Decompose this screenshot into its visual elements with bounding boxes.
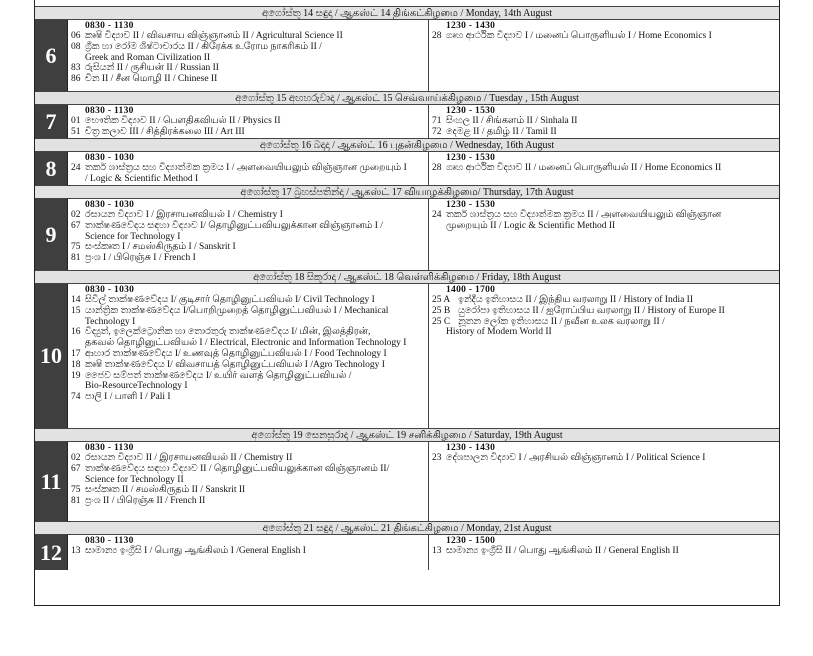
subject-code: 75 bbox=[71, 242, 81, 253]
subject-line bbox=[71, 381, 425, 392]
subject-code: 28 bbox=[432, 163, 442, 173]
subject-text: කෘෂි විද්‍යාව II / விவசாய விஞ்ஞானம் II / Agricultural Science II bbox=[85, 31, 343, 41]
subject-text: තාක්ෂණවේදය සඳහා විද්‍යාව II / தொழினுட்பவியலுக்கான விஞ்ஞானம் II/ bbox=[85, 463, 390, 474]
subject-code: 06 bbox=[71, 31, 81, 41]
subject-code: 16 bbox=[71, 327, 81, 338]
session-time: 1230 - 1530 bbox=[446, 106, 496, 116]
subject-code: 15 bbox=[71, 305, 81, 316]
day-number: 9 bbox=[35, 199, 68, 270]
day-row bbox=[35, 151, 779, 185]
day-row bbox=[35, 534, 779, 570]
subject-text: ගෘහ ආර්ථික විද්‍යාව I / மனைப் பொருளியல் I / Home Economics I bbox=[446, 31, 712, 41]
subject-text: පාලි I / பாளி I / Pali I bbox=[85, 392, 171, 403]
subject-code: 17 bbox=[71, 348, 81, 359]
subject-code: 71 bbox=[432, 116, 442, 126]
subject-text: සාමාන්‍ය ඉංග්‍රීසි II / பொது ஆங்கிலம் II / General English II bbox=[446, 546, 679, 556]
subject-text: Science for Technology I bbox=[85, 231, 181, 242]
subject-code: 75 bbox=[71, 485, 81, 496]
date-header: අගෝස්තු 14 සඳුදා / ஆகஸ்ட் 14 திங்கட்கிழமை / Monday, 14th August bbox=[35, 6, 779, 19]
subject-text: ආහාර තාක්ෂණවේදය I/ உணவுத் தொழினுட்பவியல் I / Food Technology I bbox=[85, 348, 387, 359]
subject-line bbox=[71, 317, 425, 328]
subject-text: Bio-ResourceTechnology I bbox=[85, 381, 188, 392]
subject-line bbox=[71, 74, 425, 85]
session-time: 1230 - 1500 bbox=[446, 536, 496, 546]
subject-code: 86 bbox=[71, 74, 81, 85]
subject-line bbox=[432, 31, 776, 42]
subject-text: තර්ක ශාස්ත්‍රය සහ විද්‍යාත්මක ක්‍රමය I / அளவையியலும் விஞ்ஞான முறையும் I bbox=[85, 163, 407, 173]
subject-code: 24 bbox=[71, 163, 81, 173]
session-time: 0830 - 1130 bbox=[85, 536, 134, 546]
subject-code: 51 bbox=[71, 126, 81, 137]
subject-code: 25 A bbox=[432, 295, 451, 305]
day-number: 6 bbox=[35, 20, 68, 91]
subject-line bbox=[71, 485, 425, 496]
subject-line bbox=[432, 127, 776, 138]
subject-code: 74 bbox=[71, 392, 81, 403]
subject-line bbox=[71, 546, 425, 557]
session-time: 0830 - 1130 bbox=[85, 21, 134, 31]
subject-text: දෙමළ II / தமிழ் II / Tamil II bbox=[446, 126, 557, 137]
subject-code: 28 bbox=[432, 31, 442, 41]
subject-code: 18 bbox=[71, 359, 81, 370]
subject-line bbox=[71, 242, 425, 253]
subject-code: 02 bbox=[71, 210, 81, 220]
subject-line bbox=[432, 317, 776, 328]
subject-text: Greek and Roman Civilization II bbox=[85, 52, 211, 63]
subject-code: 83 bbox=[71, 63, 81, 74]
session-time: 0830 - 1030 bbox=[85, 200, 135, 210]
subject-text: චීන II / சீன மொழி II / Chinese II bbox=[85, 74, 218, 85]
subject-line bbox=[432, 546, 776, 557]
subject-line bbox=[71, 42, 425, 53]
session-time: 1230 - 1430 bbox=[446, 443, 496, 453]
subject-text: යාන්ත්‍රික තාක්ෂණවේදය I/பொறிமுறைத் தொழினுட்பவியல் I / Mechanical bbox=[85, 305, 389, 316]
subject-text: භෞතික විද්‍යාව II / பௌதிகவியல் II / Physics II bbox=[85, 116, 281, 126]
date-header: අගෝස්තු 17 බ්‍රහස්පතින්දා / ஆகஸ்ட் 17 வியாழக்கிழமை/ Thursday, 17th August bbox=[35, 185, 779, 198]
subject-text: තර්ක ශාස්ත්‍රය සහ විද්‍යාත්මක ක්‍රමය II / அளவையியலும் விஞ்ஞான bbox=[446, 210, 722, 220]
day-row bbox=[35, 19, 779, 91]
subject-text: රසායන විද්‍යාව I / இரசாயனவியல் I / Chemistry I bbox=[85, 210, 283, 220]
subject-code: 25 C bbox=[432, 316, 451, 327]
subject-line bbox=[71, 338, 425, 349]
morning-session bbox=[68, 152, 429, 185]
session-time: 0830 - 1130 bbox=[85, 106, 134, 116]
subject-code: 19 bbox=[71, 370, 81, 381]
subject-code: 08 bbox=[71, 41, 81, 52]
afternoon-session bbox=[429, 199, 779, 270]
date-header: අගෝස්තු 21 සඳුදා / ஆகஸ்ட் 21 திங்கட்கிழமை / Monday, 21st August bbox=[35, 521, 779, 534]
subject-code: 67 bbox=[71, 463, 81, 474]
subject-code: 72 bbox=[432, 126, 442, 137]
subject-line bbox=[71, 453, 425, 464]
subject-line bbox=[71, 31, 425, 42]
day-row bbox=[35, 198, 779, 270]
subject-text: History of Modern World II bbox=[446, 327, 552, 338]
afternoon-session bbox=[429, 535, 779, 570]
afternoon-session bbox=[429, 152, 779, 185]
date-header: අගෝස්තු 15 අඟහරුවාදා / ஆகஸ்ட் 15 செவ்வாய்க்கிழமை / Tuesday , 15th August bbox=[35, 91, 779, 104]
morning-session bbox=[68, 105, 429, 138]
subject-code: 02 bbox=[71, 453, 81, 463]
morning-session bbox=[68, 284, 429, 428]
subject-line bbox=[432, 210, 776, 221]
day-row bbox=[35, 441, 779, 521]
subject-text: ප්‍රංශ I / பிரெஞ்சு I / French I bbox=[85, 253, 196, 264]
subject-line bbox=[71, 174, 425, 185]
subject-text: යුරෝපා ඉතිහාසය II / ஐரோப்பிய வரலாறு II / History of Europe II bbox=[458, 305, 725, 316]
subject-line bbox=[71, 116, 425, 127]
session-time: 0830 - 1030 bbox=[85, 153, 135, 163]
afternoon-session bbox=[429, 284, 779, 428]
subject-text: නූතන ලෝක ඉතිහාසය II / நவீன உலக வரலாறு II / bbox=[458, 316, 665, 327]
subject-text: විද්‍යුත්, ඉලෙක්ට්‍රොනික හා තොරතුරු තාක්ෂණවේදය I/ மின், இலத்திரன், bbox=[85, 327, 371, 338]
subject-text: කෘෂි තාක්ෂණවේදය I/ விவசாயத் தொழினுட்பவியல் I /Agro Technology I bbox=[85, 359, 385, 370]
subject-line bbox=[71, 371, 425, 382]
subject-text: ප්‍රංශ II / பிரெஞ்சு II / French II bbox=[85, 496, 206, 507]
date-header: අගෝස්තු 16 බදාදා / ஆகஸ்ட் 16 புதன்கிழமை / Wednesday, 16th August bbox=[35, 138, 779, 151]
session-time: 1230 - 1530 bbox=[446, 153, 496, 163]
subject-line bbox=[71, 295, 425, 306]
day-number: 8 bbox=[35, 152, 68, 185]
subject-text: ජෛව සම්පත් තාක්ෂණවේදය I/ உயிர் வளத் தொழினுட்பவியல் / bbox=[85, 370, 352, 381]
subject-line bbox=[71, 253, 425, 264]
day-number: 12 bbox=[35, 535, 68, 570]
day-number: 10 bbox=[35, 284, 68, 428]
subject-line bbox=[71, 392, 425, 403]
subject-line bbox=[71, 163, 425, 174]
day-row bbox=[35, 104, 779, 138]
subject-line bbox=[432, 453, 776, 464]
subject-line bbox=[71, 63, 425, 74]
subject-text: සිවිල් තාක්ෂණවේදය I/ குடிசார் தொழினுட்பவியல் I/ Civil Technology I bbox=[85, 295, 375, 305]
subject-text: ග්‍රීක හා රෝම ශිෂ්ටාචාරය II / கிரேக்க உரோம நாகரிகம் II / bbox=[85, 41, 322, 52]
subject-code: 01 bbox=[71, 116, 81, 126]
subject-code: 13 bbox=[71, 546, 81, 556]
subject-line bbox=[71, 360, 425, 371]
subject-line bbox=[71, 475, 425, 486]
subject-text: ඉන්දීය ඉතිහාසය II / இந்திய வரலாறு II / History of India II bbox=[458, 295, 694, 305]
session-time: 1400 - 1700 bbox=[446, 285, 496, 295]
subject-code: 13 bbox=[432, 546, 442, 556]
subject-line bbox=[432, 221, 776, 232]
subject-line bbox=[71, 496, 425, 507]
subject-text: චිත්‍ර කලාව III / சித்திரக்கலை III / Art III bbox=[85, 126, 245, 137]
subject-text: ගෘහ ආර්ථික විද්‍යාව II / மனைப் பொருளியல் II / Home Economics II bbox=[446, 163, 722, 173]
subject-line bbox=[71, 306, 425, 317]
session-time: 1230 - 1430 bbox=[446, 21, 496, 31]
subject-code: 14 bbox=[71, 295, 81, 305]
day-row bbox=[35, 283, 779, 428]
subject-text: தகவல் தொழினுட்பவியல் I / Electrical, Electronic and Information Technology I bbox=[85, 338, 407, 349]
subject-code: 24 bbox=[432, 210, 442, 220]
subject-line bbox=[71, 127, 425, 138]
subject-text: රසායන විද්‍යාව II / இரசாயனவியல் II / Chemistry II bbox=[85, 453, 293, 463]
subject-text: තාක්ෂණවේදය සඳහා විද්‍යාව I/ தொழினுட்பவியலுக்கான விஞ்ஞானம் I / bbox=[85, 220, 383, 231]
subject-code: 81 bbox=[71, 253, 81, 264]
subject-line bbox=[71, 210, 425, 221]
subject-text: முறையும் II / Logic & Scientific Method II bbox=[446, 220, 616, 231]
timetable-body bbox=[35, 6, 779, 570]
subject-line bbox=[71, 349, 425, 360]
subject-code: 25 B bbox=[432, 305, 451, 316]
morning-session bbox=[68, 20, 429, 91]
afternoon-session bbox=[429, 105, 779, 138]
morning-session bbox=[68, 199, 429, 270]
subject-text: රුසියන් II / ருசியன் II / Russian II bbox=[85, 63, 219, 74]
subject-text: දේශපාලන විද්‍යාව I / அரசியல் விஞ்ஞானம் I / Political Science I bbox=[446, 453, 706, 463]
subject-line bbox=[71, 464, 425, 475]
subject-text: සංස්කෘත I / சமஸ்கிருதம் I / Sanskrit I bbox=[85, 242, 236, 253]
afternoon-session bbox=[429, 442, 779, 521]
exam-timetable bbox=[34, 0, 780, 606]
subject-line bbox=[432, 295, 776, 306]
day-number: 7 bbox=[35, 105, 68, 138]
subject-text: සිංහල II / சிங்களம் II / Sinhala II bbox=[446, 116, 578, 126]
morning-session bbox=[68, 535, 429, 570]
session-time: 0830 - 1030 bbox=[85, 285, 135, 295]
subject-line bbox=[71, 53, 425, 64]
subject-text: Technology I bbox=[85, 316, 136, 327]
subject-line bbox=[432, 163, 776, 174]
subject-line bbox=[432, 327, 776, 338]
subject-code: 81 bbox=[71, 496, 81, 507]
session-time: 0830 - 1130 bbox=[85, 443, 134, 453]
subject-text: සංස්කෘත II / சமஸ்கிருதம் II / Sanskrit II bbox=[85, 485, 246, 496]
subject-line bbox=[432, 306, 776, 317]
date-header: අගෝස්තු 18 සිකුරාදා / ஆகஸ்ட் 18 வெள்ளிக்கிழமை / Friday, 18th August bbox=[35, 270, 779, 283]
subject-line bbox=[71, 327, 425, 338]
subject-text: Science for Technology II bbox=[85, 474, 184, 485]
subject-code: 67 bbox=[71, 220, 81, 231]
subject-text: සාමාන්‍ය ඉංග්‍රීසි I / பொது ஆங்கிலம் I /General English I bbox=[85, 546, 306, 556]
subject-line bbox=[432, 116, 776, 127]
subject-text: / Logic & Scientific Method I bbox=[85, 173, 199, 184]
morning-session bbox=[68, 442, 429, 521]
afternoon-session bbox=[429, 20, 779, 91]
subject-line bbox=[71, 221, 425, 232]
session-time: 1230 - 1530 bbox=[446, 200, 496, 210]
date-header: අගෝස්තු 19 සෙනසුරාදා / ஆகஸ்ட் 19 சனிக்கிழமை / Saturday, 19th August bbox=[35, 428, 779, 441]
subject-line bbox=[71, 232, 425, 243]
day-number: 11 bbox=[35, 442, 68, 521]
subject-code: 23 bbox=[432, 453, 442, 463]
